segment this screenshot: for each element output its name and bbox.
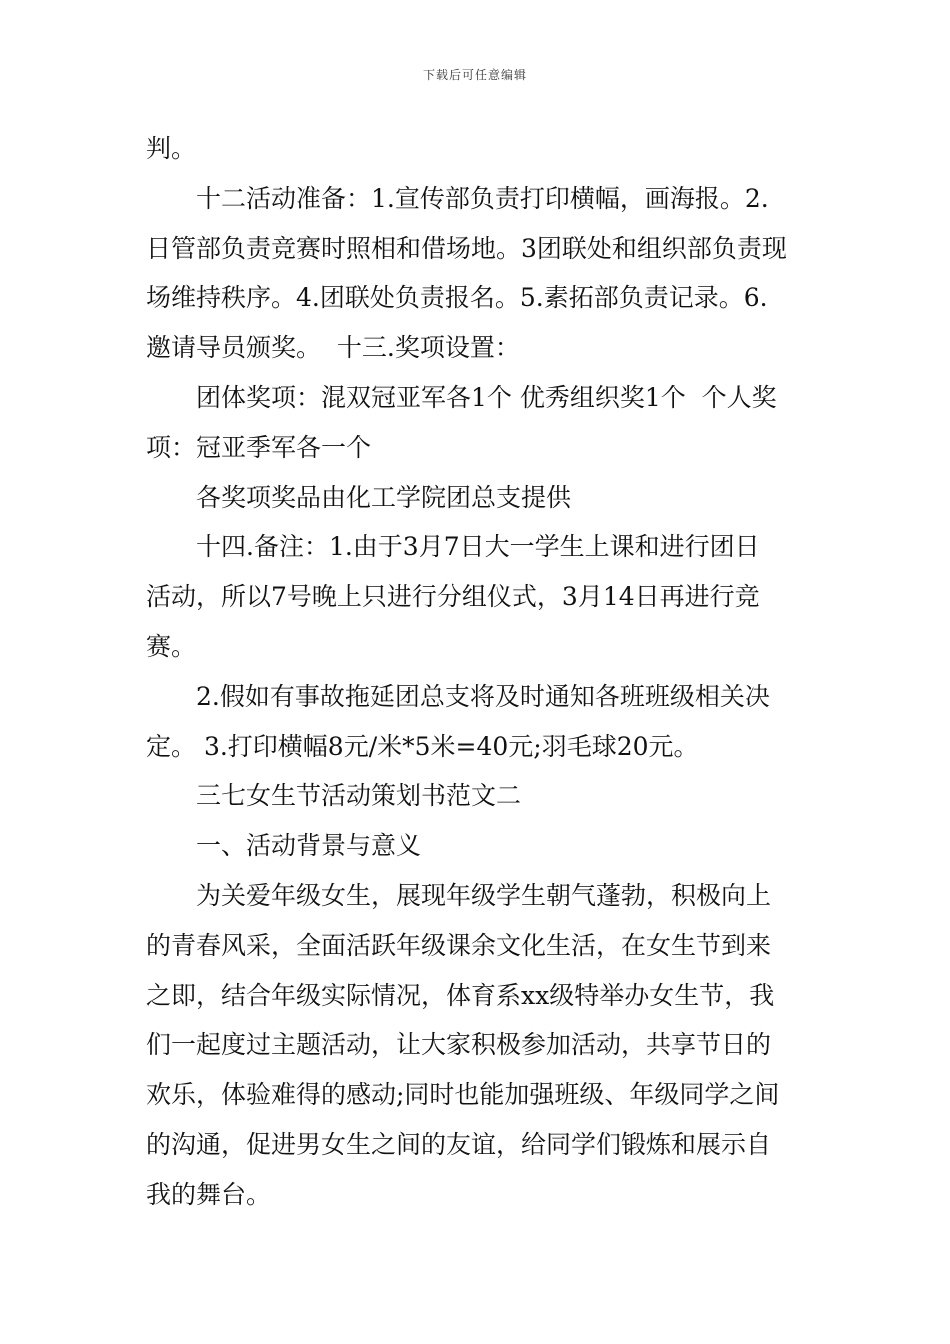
text-line: 欢乐，体验难得的感动;同时也能加强班级、年级同学之间 bbox=[146, 1080, 780, 1110]
text-line: 活动，所以7号晚上只进行分组仪式，3月14日再进行竞 bbox=[146, 582, 760, 612]
document-body bbox=[146, 124, 816, 1220]
text-line: 判。 bbox=[146, 134, 197, 163]
text-line: 定。 3.打印横幅8元/米*5米=40元;羽毛球20元。 bbox=[146, 731, 699, 761]
text-line: 邀请导员颁奖。 十三.奖项设置： bbox=[146, 333, 520, 363]
text-line: 赛。 bbox=[146, 631, 197, 661]
text-line: 们一起度过主题活动，让大家积极参加活动，共享节日的 bbox=[146, 1030, 772, 1060]
text-line: 为关爱年级女生，展现年级学生朝气蓬勃，积极向上 bbox=[196, 880, 772, 910]
text-line: 十四.备注：1.由于3月7日大一学生上课和进行团日 bbox=[196, 532, 760, 562]
section-heading: 一、活动背景与意义 bbox=[196, 831, 422, 861]
page-header: 下载后可任意编辑 bbox=[422, 68, 527, 82]
text-line: 各奖项奖品由化工学院团总支提供 bbox=[196, 482, 572, 512]
text-line: 团体奖项：混双冠亚军各1个 优秀组织奖1个 个人奖 bbox=[196, 382, 777, 412]
text-line: 之即，结合年级实际情况，体育系xx级特举办女生节，我 bbox=[146, 980, 775, 1010]
section-title: 三七女生节活动策划书范文二 bbox=[196, 781, 522, 811]
text-line: 项：冠亚季军各一个 bbox=[146, 432, 372, 462]
text-line: 的沟通，促进男女生之间的友谊，给同学们锻炼和展示自 bbox=[146, 1129, 772, 1159]
text-line: 的青春风采，全面活跃年级课余文化生活，在女生节到来 bbox=[146, 930, 772, 960]
text-line: 2.假如有事故拖延团总支将及时通知各班班级相关决 bbox=[196, 681, 770, 711]
text-line: 我的舞台。 bbox=[146, 1179, 272, 1209]
text-line: 场维持秩序。4.团联处负责报名。5.素拓部负责记录。6. bbox=[146, 283, 768, 313]
text-line: 十二活动准备：1.宣传部负责打印横幅，画海报。2. bbox=[196, 183, 769, 213]
text-line: 日管部负责竞赛时照相和借场地。3团联处和组织部负责现 bbox=[146, 233, 787, 263]
